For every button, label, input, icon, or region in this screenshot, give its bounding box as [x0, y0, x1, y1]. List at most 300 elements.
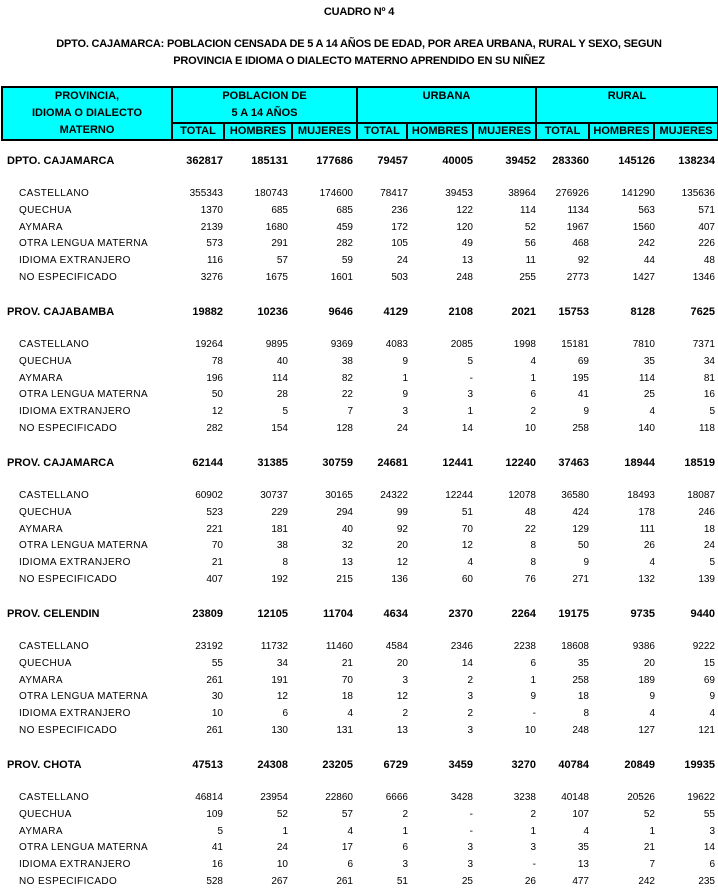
table-row-cell: 21 — [211, 557, 223, 568]
table-row-label: OTRA LENGUA MATERNA — [19, 842, 149, 853]
table-row-cell: 141290 — [621, 188, 655, 199]
table-row-cell: 130 — [271, 725, 288, 736]
table-row-cell: 4 — [347, 708, 353, 719]
table-row — [0, 540, 718, 557]
table-row-cell: 4584 — [385, 641, 408, 652]
header-group-rural-line1: RURAL — [607, 90, 647, 102]
table-row-cell: 36580 — [561, 490, 589, 501]
section-total-row-cell: 12441 — [442, 457, 473, 469]
section-total-row-cell: 2264 — [511, 608, 536, 620]
table-row-cell: 22 — [341, 389, 353, 400]
table-row — [0, 725, 718, 742]
table-row — [0, 238, 718, 255]
table-row — [0, 507, 718, 524]
table-row-cell: 81 — [703, 373, 715, 384]
section-total-row-cell: 62144 — [192, 457, 223, 469]
table-row-cell: 82 — [341, 373, 353, 384]
table-row-cell: 7 — [649, 859, 655, 870]
table-row-cell: 136 — [391, 574, 408, 585]
header-subcol: TOTAL — [172, 123, 224, 140]
table-row-cell: 38 — [276, 540, 288, 551]
section-total-row-cell: 10236 — [257, 306, 288, 318]
header-provincia-line3: MATERNO — [59, 124, 115, 136]
table-row-cell: 573 — [206, 238, 223, 249]
table-row-label: QUECHUA — [19, 809, 72, 820]
table-row-cell: - — [469, 826, 473, 837]
table-row-cell: 246 — [698, 507, 715, 518]
table-row-cell: 3238 — [513, 792, 536, 803]
header-group-urbana-line2 — [358, 105, 535, 122]
table-row-cell: 46814 — [195, 792, 223, 803]
table-row-cell: 118 — [699, 423, 715, 434]
table-row-cell: 235 — [698, 876, 715, 887]
table-row-cell: 685 — [336, 205, 353, 216]
table-row-cell: 30165 — [325, 490, 353, 501]
table-row-cell: 11732 — [260, 641, 288, 652]
section-total-row-label: DPTO. CAJAMARCA — [7, 155, 115, 167]
table-row-cell: 3428 — [450, 792, 473, 803]
table-row-cell: 12244 — [445, 490, 473, 501]
table-row-cell: 563 — [638, 205, 655, 216]
table-row-cell: 28 — [276, 389, 288, 400]
table-row-cell: 221 — [206, 524, 223, 535]
table-row-cell: 48 — [703, 255, 715, 266]
table-row-cell: 15181 — [561, 339, 589, 350]
table-row-cell: 140 — [638, 423, 655, 434]
table-row-label: QUECHUA — [19, 507, 72, 518]
table-row-cell: 7371 — [692, 339, 715, 350]
section-total-row-cell: 7625 — [690, 306, 715, 318]
table-row-cell: 56 — [524, 238, 536, 249]
table-row-cell: 20 — [396, 658, 408, 669]
table-row-cell: 242 — [638, 876, 655, 887]
header-provincia-line2: IDIOMA O DIALECTO — [32, 107, 142, 119]
table-row-cell: 4 — [649, 406, 655, 417]
header-subcol: MUJERES — [292, 123, 357, 140]
section-total-row-cell: 2370 — [448, 608, 473, 620]
section-total-row-cell: 3270 — [511, 759, 536, 771]
table-row-cell: 11460 — [325, 641, 353, 652]
table-row — [0, 490, 718, 507]
table-row-cell: 6 — [709, 859, 715, 870]
header-group-poblacion-line2: 5 A 14 AÑOS — [231, 107, 298, 119]
table-row — [0, 423, 718, 440]
table-row-cell: 468 — [572, 238, 589, 249]
table-row-cell: 291 — [271, 238, 288, 249]
table-row-cell: 12 — [211, 406, 223, 417]
table-row-cell: 3 — [530, 842, 536, 853]
table-row-cell: 9 — [583, 406, 589, 417]
table-row-cell: 18 — [577, 691, 589, 702]
table-row-cell: 2 — [530, 809, 536, 820]
table-row-cell: 30737 — [260, 490, 288, 501]
table-row — [0, 389, 718, 406]
table-row-cell: 139 — [698, 574, 715, 585]
table-row-label: AYMARA — [19, 524, 63, 535]
table-row-cell: 1370 — [200, 205, 223, 216]
table-row-label: NO ESPECIFICADO — [19, 876, 118, 887]
table-row-label: IDIOMA EXTRANJERO — [19, 859, 131, 870]
table-row — [0, 675, 718, 692]
table-row-cell: 20526 — [627, 792, 655, 803]
table-row-label: OTRA LENGUA MATERNA — [19, 540, 149, 551]
table-title-line1: DPTO. CAJAMARCA: POBLACION CENSADA DE 5 A 14 AÑOS DE EDAD, POR AREA URBANA, RURAL Y SEXO, SEGUN — [56, 38, 662, 50]
table-row-cell: 1 — [402, 373, 408, 384]
table-row-label: IDIOMA EXTRANJERO — [19, 406, 131, 417]
table-row-cell: 40 — [341, 524, 353, 535]
table-row — [0, 557, 718, 574]
table-row-cell: 226 — [698, 238, 715, 249]
table-row-label: IDIOMA EXTRANJERO — [19, 255, 131, 266]
table-row-cell: 1 — [402, 826, 408, 837]
table-row-cell: 12078 — [508, 490, 536, 501]
header-group-poblacion — [172, 87, 357, 123]
header-subcol: MUJERES — [473, 123, 536, 140]
table-row-cell: 3 — [402, 859, 408, 870]
table-row-cell: 261 — [336, 876, 353, 887]
table-row-cell: 24 — [276, 842, 288, 853]
table-row-cell: 2 — [530, 406, 536, 417]
table-row-cell: 16 — [703, 389, 715, 400]
table-row-cell: 2238 — [513, 641, 536, 652]
section-total-row-cell: 37463 — [558, 457, 589, 469]
table-row-cell: 192 — [271, 574, 288, 585]
table-row-label: IDIOMA EXTRANJERO — [19, 708, 131, 719]
table-row-cell: 8 — [282, 557, 288, 568]
table-row-cell: 25 — [461, 876, 473, 887]
section-total-row-cell: 185131 — [251, 155, 288, 167]
table-row-cell: 57 — [276, 255, 288, 266]
table-row-cell: 271 — [572, 574, 589, 585]
table-row-cell: 261 — [206, 675, 223, 686]
table-row-cell: 3 — [467, 842, 473, 853]
section-total-row-cell: 24681 — [377, 457, 408, 469]
table-row-cell: 1 — [530, 826, 536, 837]
table-row-cell: 131 — [336, 725, 353, 736]
table-row — [0, 658, 718, 675]
table-row-cell: 34 — [703, 356, 715, 367]
table-row-cell: 50 — [577, 540, 589, 551]
table-row-cell: 2085 — [450, 339, 473, 350]
table-row-cell: 229 — [271, 507, 288, 518]
section-total-row-cell: 283360 — [552, 155, 589, 167]
table-row-cell: 9 — [709, 691, 715, 702]
table-row-cell: 1680 — [265, 222, 288, 233]
table-row — [0, 205, 718, 222]
table-row-cell: 22 — [524, 524, 536, 535]
table-row-cell: 60902 — [195, 490, 223, 501]
table-row-cell: 59 — [341, 255, 353, 266]
table-row-cell: 18087 — [687, 490, 715, 501]
table-row-cell: 2346 — [450, 641, 473, 652]
table-row-cell: 41 — [211, 842, 223, 853]
table-row-cell: 17 — [341, 842, 353, 853]
section-total-row-cell: 39452 — [505, 155, 536, 167]
section-total-row — [0, 759, 718, 776]
table-row-cell: 2 — [402, 809, 408, 820]
table-row-cell: 10 — [276, 859, 288, 870]
table-row-cell: 5 — [282, 406, 288, 417]
table-row-cell: 189 — [638, 675, 655, 686]
table-row-cell: 12 — [461, 540, 473, 551]
table-row-cell: 9 — [583, 557, 589, 568]
section-total-row-label: PROV. CHOTA — [7, 759, 82, 771]
table-row-cell: 122 — [456, 205, 473, 216]
table-row-cell: 9895 — [265, 339, 288, 350]
section-total-row-cell: 3459 — [448, 759, 473, 771]
table-row — [0, 222, 718, 239]
table-row-cell: 7810 — [632, 339, 655, 350]
table-row-cell: 4 — [583, 826, 589, 837]
table-row-cell: 1675 — [265, 272, 288, 283]
table-row-cell: 18 — [703, 524, 715, 535]
table-row-label: OTRA LENGUA MATERNA — [19, 389, 149, 400]
table-row-cell: 25 — [643, 389, 655, 400]
table-row-cell: 11 — [525, 255, 536, 266]
table-row-cell: 9 — [402, 389, 408, 400]
section-total-row-cell: 11704 — [323, 608, 353, 620]
table-row-cell: 4083 — [385, 339, 408, 350]
table-row-cell: 26 — [643, 540, 655, 551]
table-row-label: AYMARA — [19, 675, 63, 686]
section-total-row-cell: 19935 — [684, 759, 715, 771]
table-row-cell: 69 — [577, 356, 589, 367]
table-row-label: IDIOMA EXTRANJERO — [19, 557, 131, 568]
table-row-cell: 52 — [643, 809, 655, 820]
table-row-label: CASTELLANO — [19, 490, 90, 501]
table-row — [0, 524, 718, 541]
table-row-cell: 35 — [577, 842, 589, 853]
table-row-cell: 18 — [341, 691, 353, 702]
table-row-cell: 9222 — [692, 641, 715, 652]
table-row — [0, 691, 718, 708]
table-row-cell: 172 — [391, 222, 408, 233]
table-title-line2: PROVINCIA E IDIOMA O DIALECTO MATERNO APRENDIDO EN SU NIÑEZ — [173, 55, 545, 67]
table-row-cell: 26 — [524, 876, 536, 887]
table-row-cell: 70 — [341, 675, 353, 686]
table-row-cell: 76 — [524, 574, 536, 585]
table-row-cell: 10 — [524, 423, 536, 434]
section-total-row-cell: 47513 — [192, 759, 223, 771]
table-row-cell: 55 — [703, 809, 715, 820]
header-subcol: TOTAL — [536, 123, 589, 140]
table-row-cell: 2 — [467, 675, 473, 686]
table-row-cell: 15 — [703, 658, 715, 669]
table-row-cell: 38 — [341, 356, 353, 367]
table-row-cell: 32 — [341, 540, 353, 551]
table-row-cell: 128 — [336, 423, 353, 434]
table-row — [0, 272, 718, 289]
table-row-cell: 114 — [272, 373, 288, 384]
table-row-cell: 19622 — [687, 792, 715, 803]
table-row-cell: 13 — [396, 725, 408, 736]
table-row-cell: 9 — [530, 691, 536, 702]
table-row-label: AYMARA — [19, 826, 63, 837]
table-row — [0, 641, 718, 658]
table-row-cell: 107 — [572, 809, 589, 820]
table-row-cell: 1427 — [632, 272, 655, 283]
table-row-cell: 4 — [347, 826, 353, 837]
table-row-cell: 1 — [282, 826, 288, 837]
table-row-cell: 114 — [639, 373, 655, 384]
table-row-cell: 70 — [211, 540, 223, 551]
table-row-cell: 60 — [461, 574, 473, 585]
section-total-row — [0, 306, 718, 323]
table-row-cell: 52 — [276, 809, 288, 820]
table-row — [0, 373, 718, 390]
section-total-row-cell: 30759 — [322, 457, 353, 469]
table-row-label: QUECHUA — [19, 658, 72, 669]
table-row-cell: 9386 — [632, 641, 655, 652]
table-row-cell: 111 — [639, 524, 655, 535]
table-row-cell: 282 — [336, 238, 353, 249]
table-row — [0, 406, 718, 423]
table-row-cell: 24322 — [380, 490, 408, 501]
table-row-cell: 40148 — [561, 792, 589, 803]
table-row-cell: 355343 — [189, 188, 223, 199]
table-row-cell: 424 — [572, 507, 589, 518]
header-subcol: HOMBRES — [224, 123, 292, 140]
section-total-row — [0, 608, 718, 625]
table-row-label: CASTELLANO — [19, 792, 90, 803]
table-row-cell: 23954 — [260, 792, 288, 803]
section-total-row-cell: 40784 — [558, 759, 589, 771]
section-total-row-label: PROV. CAJAMARCA — [7, 457, 115, 469]
table-row-cell: 30 — [211, 691, 223, 702]
table-row-cell: 22860 — [325, 792, 353, 803]
table-row-cell: 3 — [402, 406, 408, 417]
table-row-cell: 3 — [709, 826, 715, 837]
table-row-cell: 1967 — [566, 222, 589, 233]
table-row-cell: 294 — [336, 507, 353, 518]
table-row-cell: 70 — [461, 524, 473, 535]
table-row-cell: 459 — [336, 222, 353, 233]
table-row-cell: 18493 — [627, 490, 655, 501]
table-row-cell: 154 — [271, 423, 288, 434]
table-row-cell: 5 — [709, 557, 715, 568]
table-row-cell: 35 — [577, 658, 589, 669]
table-row-cell: 49 — [461, 238, 473, 249]
table-row-label: NO ESPECIFICADO — [19, 272, 118, 283]
table-row-cell: 4 — [467, 557, 473, 568]
table-row-cell: 14 — [461, 658, 473, 669]
section-total-row-cell: 8128 — [630, 306, 655, 318]
section-total-row-cell: 2108 — [448, 306, 473, 318]
table-row-cell: 120 — [456, 222, 473, 233]
table-row-cell: 127 — [638, 725, 655, 736]
table-row-cell: 19264 — [195, 339, 223, 350]
table-row-cell: 14 — [703, 842, 715, 853]
section-total-row-cell: 40005 — [442, 155, 473, 167]
table-row-cell: 2139 — [200, 222, 223, 233]
table-row-cell: 174600 — [319, 188, 353, 199]
table-row-cell: 1601 — [330, 272, 353, 283]
table-row-cell: 13 — [341, 557, 353, 568]
section-total-row-cell: 9735 — [630, 608, 655, 620]
table-row-cell: 21 — [643, 842, 655, 853]
table-row — [0, 859, 718, 876]
section-total-row-label: PROV. CAJABAMBA — [7, 306, 115, 318]
section-total-row-cell: 177686 — [316, 155, 353, 167]
section-total-row-cell: 145126 — [618, 155, 655, 167]
table-row-cell: 191 — [271, 675, 288, 686]
table-row — [0, 255, 718, 272]
table-row-label: NO ESPECIFICADO — [19, 574, 118, 585]
section-total-row-cell: 18519 — [684, 457, 715, 469]
table-row-cell: 8 — [530, 540, 536, 551]
table-row-cell: 258 — [572, 675, 589, 686]
table-row-cell: 6 — [347, 859, 353, 870]
table-row-cell: 105 — [391, 238, 408, 249]
table-row-cell: 109 — [206, 809, 223, 820]
section-total-row — [0, 155, 718, 172]
table-row-cell: 407 — [698, 222, 715, 233]
table-row-cell: 10 — [211, 708, 223, 719]
table-row — [0, 842, 718, 859]
section-total-row-cell: 19882 — [192, 306, 223, 318]
table-row — [0, 574, 718, 591]
table-row-cell: 114 — [520, 205, 536, 216]
table-row-cell: 215 — [336, 574, 353, 585]
table-row-cell: 2773 — [566, 272, 589, 283]
table-header — [1, 86, 718, 141]
table-row-cell: 57 — [341, 809, 353, 820]
table-row-cell: 20 — [396, 540, 408, 551]
section-total-row — [0, 457, 718, 474]
table-row-cell: 40 — [276, 356, 288, 367]
table-row — [0, 809, 718, 826]
table-row-cell: 34 — [276, 658, 288, 669]
table-row-cell: 6 — [282, 708, 288, 719]
table-row-cell: 41 — [577, 389, 589, 400]
table-row-cell: 1 — [530, 373, 536, 384]
table-row-cell: 248 — [572, 725, 589, 736]
table-row-label: NO ESPECIFICADO — [19, 725, 118, 736]
table-row-cell: 3 — [467, 859, 473, 870]
table-row — [0, 356, 718, 373]
table-row-cell: 196 — [206, 373, 223, 384]
table-row — [0, 339, 718, 356]
header-group-urbana-line1: URBANA — [422, 90, 471, 102]
table-row-cell: 6 — [530, 658, 536, 669]
header-group-poblacion-line1: POBLACION DE — [222, 90, 307, 102]
table-row-cell: 195 — [572, 373, 589, 384]
header-subcol: HOMBRES — [407, 123, 473, 140]
header-provincia-line1: PROVINCIA, — [54, 90, 120, 102]
table-row-cell: 503 — [391, 272, 408, 283]
table-row-cell: 3 — [467, 691, 473, 702]
table-row-cell: 13 — [461, 255, 473, 266]
table-row-cell: 276926 — [555, 188, 589, 199]
table-row-cell: 3276 — [200, 272, 223, 283]
section-total-row-cell: 23809 — [192, 608, 223, 620]
table-row-cell: 44 — [643, 255, 655, 266]
section-total-row-cell: 138234 — [678, 155, 715, 167]
header-group-urbana — [357, 87, 536, 123]
table-row-cell: 9369 — [330, 339, 353, 350]
table-row-cell: 78 — [211, 356, 223, 367]
table-row-cell: 178 — [638, 507, 655, 518]
table-row-cell: 407 — [206, 574, 223, 585]
table-row-cell: 267 — [271, 876, 288, 887]
table-row-cell: 78417 — [380, 188, 408, 199]
table-row-cell: 121 — [698, 725, 715, 736]
table-row-cell: 20 — [643, 658, 655, 669]
table-row-cell: 1560 — [632, 222, 655, 233]
section-total-row-cell: 15753 — [558, 306, 589, 318]
table-row-cell: 261 — [206, 725, 223, 736]
section-total-row-cell: 9646 — [328, 306, 353, 318]
